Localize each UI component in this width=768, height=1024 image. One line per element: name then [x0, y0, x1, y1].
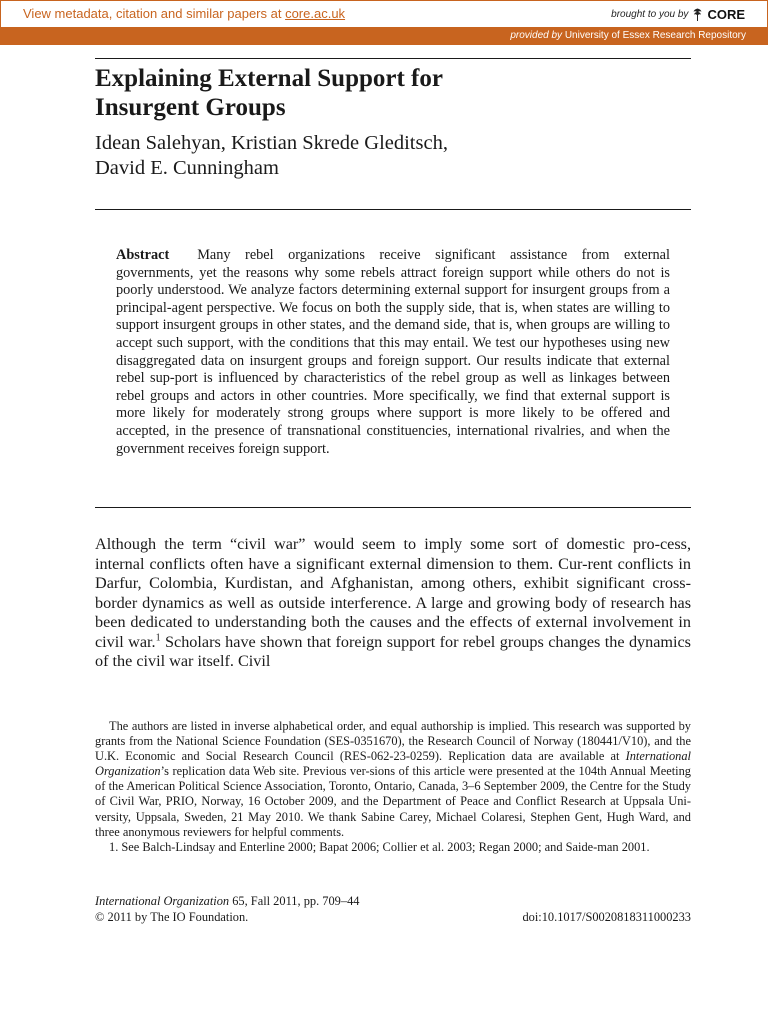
abstract-top-rule [95, 209, 691, 210]
core-provider-strip [0, 28, 768, 45]
article-title [95, 64, 691, 122]
title-line-1: Explaining External Support for [95, 65, 443, 92]
title-line-2: Insurgent Groups [95, 94, 286, 121]
doi[interactable]: doi:10.1017/S0020818311000233 [522, 910, 691, 924]
article-authors [95, 131, 691, 181]
core-logo: CORE [707, 7, 745, 22]
core-metadata-text [23, 6, 345, 21]
author-note-part-1: The authors are listed in inverse alphabetical order, and equal authorship is implied. This research was supported by grants from the National Science Foundation (SES-0351670), the Research Council of Norway (180441/V10), and the U.K. Economic and Social Research Council (RES-062-23-0259). Replication data are available at [95, 719, 691, 764]
brought-by-text: brought to you by [611, 9, 689, 20]
body-text-part-1: Although the term “civil war” would seem to imply some sort of domestic pro-cess, internal conflicts often have a significant external dimension to them. Cur-rent conflicts in Darfur, Colombia, Kurdistan, and Afghanistan, among others, exhibit significant cross-border dynamics as well as outside interference. A large and growing body of research has been dedicated to understanding both the causes and the effects of external involvement in civil war. [95, 535, 691, 651]
core-brought-by[interactable] [611, 7, 745, 22]
provider-name: University of Essex Research Repository [564, 30, 746, 41]
authors-line-1: Idean Salehyan, Kristian Skrede Gleditsch, [95, 132, 448, 154]
copyright: © 2011 by The IO Foundation. [95, 910, 249, 924]
authors-line-2: David E. Cunningham [95, 157, 279, 179]
core-logo-icon [691, 7, 704, 22]
core-link[interactable]: core.ac.uk [285, 6, 346, 21]
core-metadata-label: View metadata, citation and similar papers at [23, 6, 286, 21]
footnote-1: 1. See Balch-Lindsay and Enterline 2000; Bapat 2006; Collier et al. 2003; Regan 2000; and Saide-man 2001. [109, 839, 650, 854]
author-note-part-2: ’s replication data Web site. Previous ver-sions of this article were presented at the 104th Annual Meeting of the American Political Science Association, Toronto, Ontario, Canada, 3–6 September 2009, the Centre for the Study of Civil War, PRIO, Norway, 16 October 2009, and the Department of Peace and Conflict Research at Uppsala Uni-versity, Uppsala, Sweden, 21 May 2010. We thank Sabine Carey, Michael Colaresi, Stephen Gent, Hugh Ward, and three anonymous reviewers for helpful comments. [95, 764, 691, 839]
abstract [116, 247, 670, 458]
journal-citation [95, 893, 691, 909]
author-note-journal: International Organization [95, 749, 691, 779]
footnotes [95, 719, 691, 855]
core-banner [0, 0, 768, 28]
journal-info [95, 893, 691, 925]
title-top-rule [95, 58, 691, 59]
provided-by-label: provided by [510, 30, 563, 41]
provider-text[interactable] [510, 30, 746, 41]
abstract-bottom-rule [95, 507, 691, 508]
footnote-ref-1[interactable]: 1 [155, 632, 161, 644]
abstract-text: Many rebel organizations receive significant assistance from external governments, yet the reasons why some rebels attract foreign support while others do not is poorly understood. We analyze factors determining external support for insurgent groups from a principal-agent perspective. We focus on both the supply side, that is, when states are willing to support insurgent groups in other states, and the demand side, that is, when groups are willing to accept such support, with the conditions that this may entail. We test our hypotheses using new disaggregated data on insurgent groups and foreign support. Our results indicate that external rebel sup-port is influenced by characteristics of the rebel group as well as linkages between rebel groups and actors in other countries. More specifically, we find that external support is more likely for moderately strong groups where support is more likely to be offered and accepted, in the presence of transnational constituencies, international rivalries, and when the government receives foreign support. [116, 247, 670, 457]
journal-issue: 65, Fall 2011, pp. 709–44 [229, 894, 360, 908]
body-paragraph [95, 535, 691, 672]
abstract-label: Abstract [116, 247, 170, 263]
body-text-part-2: Scholars have shown that foreign support for rebel groups changes the dynamics of the civil war itself. Civil [95, 632, 691, 670]
author-note [95, 719, 691, 840]
journal-name: International Organization [95, 894, 230, 908]
